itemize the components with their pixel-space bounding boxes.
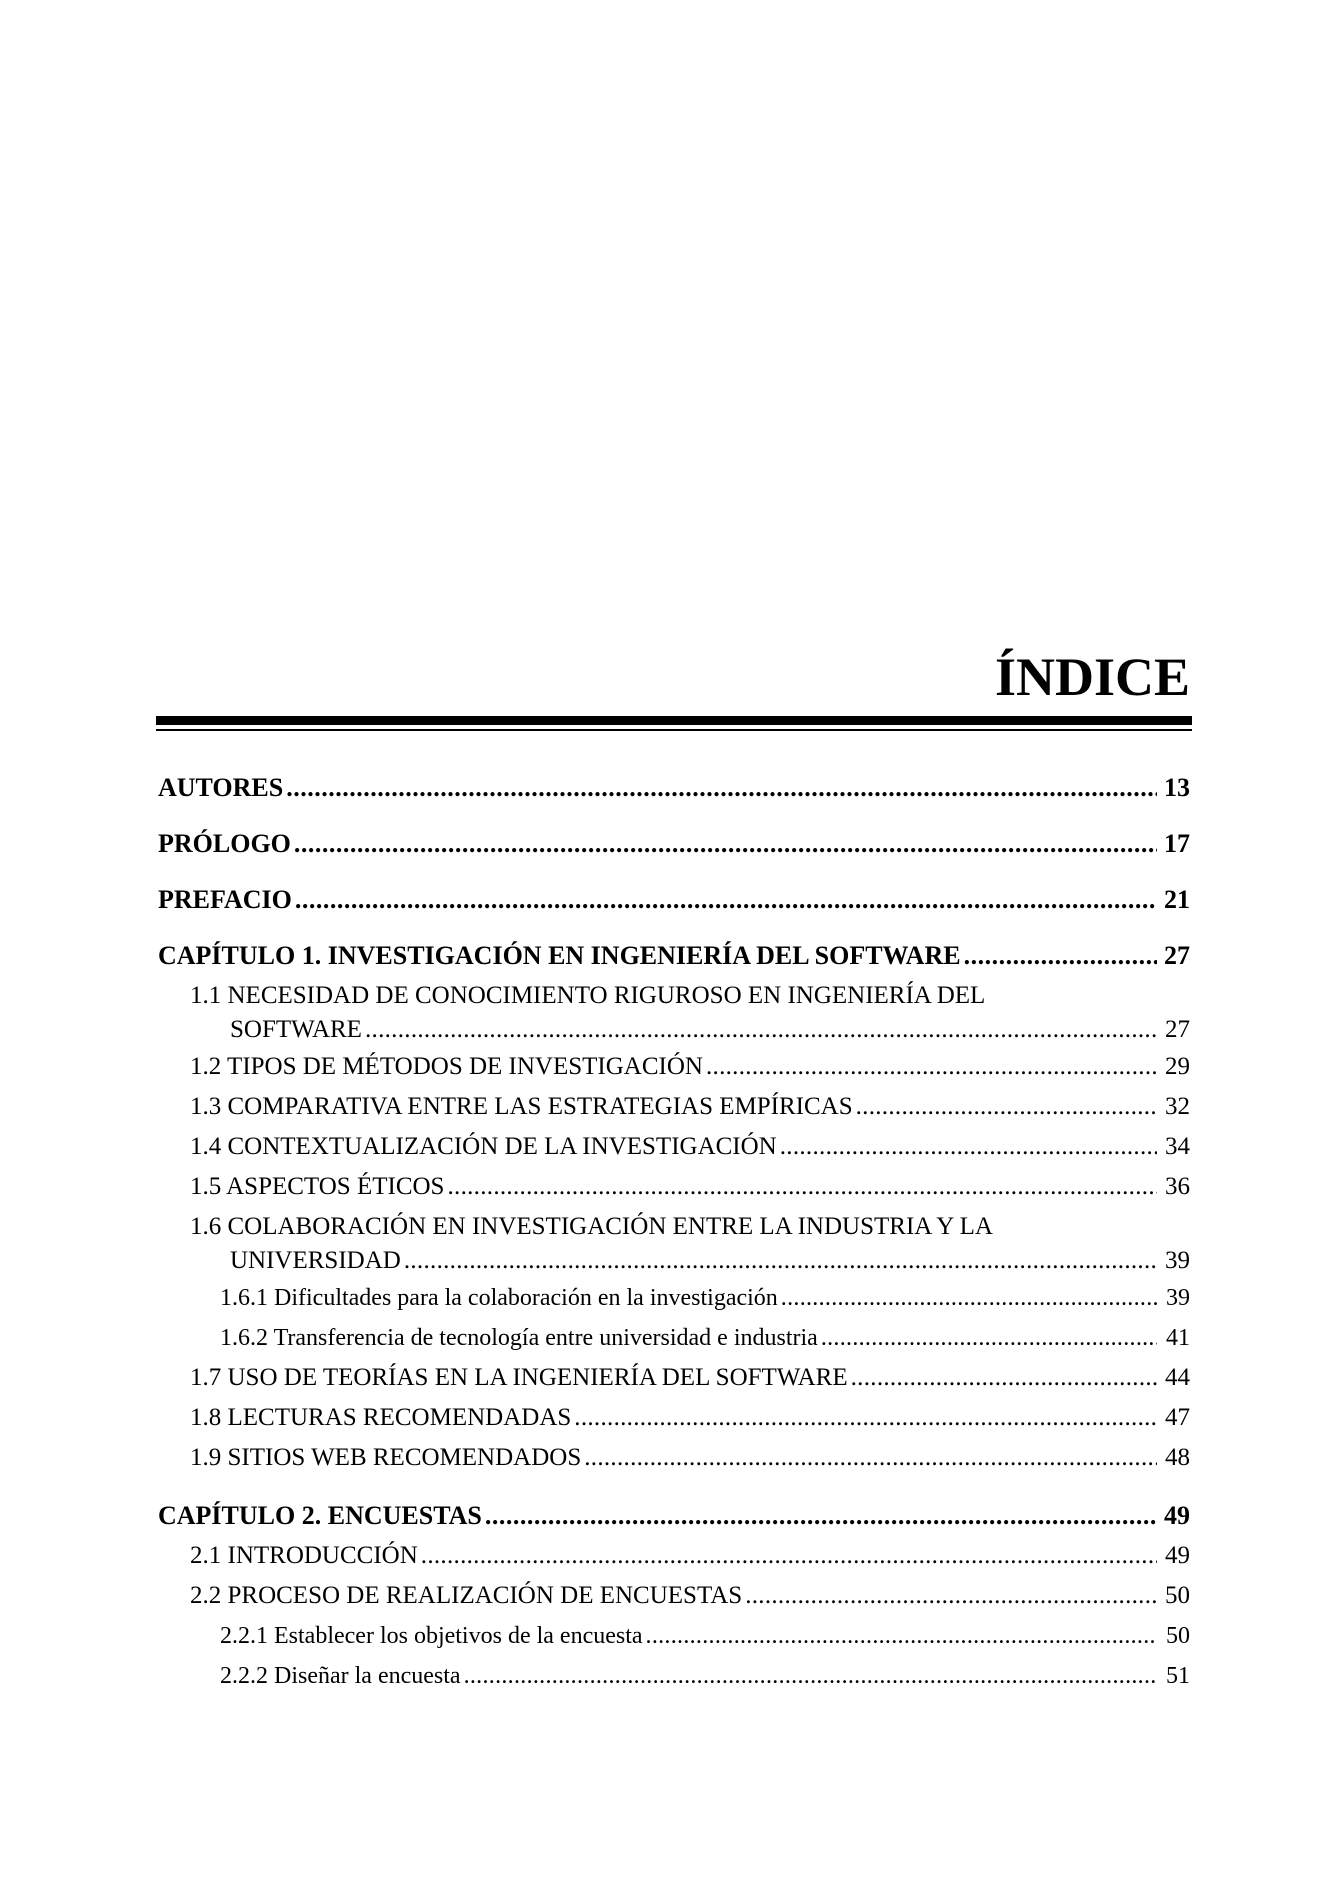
toc-entry-title: 1.4 CONTEXTUALIZACIÓN DE LA INVESTIGACIÓN [190,1133,777,1160]
toc-entry-title: AUTORES [158,773,284,802]
toc-entry-2-1[interactable] [158,1536,1190,1576]
toc-entry-title: 1.8 LECTURAS RECOMENDADAS [190,1404,572,1431]
dot-leader [447,1167,1157,1207]
toc-entry-title: 2.2 PROCESO DE REALIZACIÓN DE ENCUESTAS [190,1582,743,1609]
toc-entry-page: 36 [1165,1173,1190,1200]
toc-entry-title: 1.7 USO DE TEORÍAS EN LA INGENIERÍA DEL SOFTWARE [190,1364,848,1391]
toc-entry-page: 27 [1164,941,1190,970]
toc-entry-1-8[interactable] [158,1398,1190,1438]
toc-entry-page: 49 [1165,1542,1190,1569]
dot-leader [780,1127,1157,1167]
toc-entry-title: CAPÍTULO 2. ENCUESTAS [158,1501,482,1530]
dot-leader [781,1278,1157,1318]
toc-entry-page: 47 [1165,1404,1190,1431]
dot-leader [706,1047,1157,1087]
toc-entry-1-7[interactable] [158,1358,1190,1398]
toc-entry-title: 1.9 SITIOS WEB RECOMENDADOS [190,1444,582,1471]
toc-entry-title-line2: SOFTWARE [230,1016,362,1043]
toc-entry-page: 49 [1164,1501,1190,1530]
dot-leader [574,1398,1157,1438]
toc-entry-page: 17 [1164,829,1190,858]
toc-entry-page: 32 [1165,1093,1190,1120]
toc-entry-title-line1: 1.6 COLABORACIÓN EN INVESTIGACIÓN ENTRE LA INDUSTRIA Y LA [190,1213,993,1240]
dot-leader [365,1013,1157,1047]
dot-leader [584,1438,1157,1478]
toc-entry-page: 39 [1165,1247,1190,1274]
dot-leader [294,824,1157,864]
toc-entry-capitulo-2[interactable] [158,1496,1190,1536]
toc-entry-1-6-2[interactable] [158,1318,1190,1358]
toc-entry-page: 50 [1165,1582,1190,1609]
toc-entry-title: PREFACIO [158,885,292,914]
toc-entry-2-2[interactable] [158,1576,1190,1616]
dot-leader [485,1496,1157,1536]
toc-entry-2-2-1[interactable] [158,1616,1190,1656]
toc-entry-title-line2: UNIVERSIDAD [230,1247,401,1274]
toc-entry-title: CAPÍTULO 1. INVESTIGACIÓN EN INGENIERÍA DEL SOFTWARE [158,941,961,970]
toc-entry-capitulo-1[interactable] [158,936,1190,976]
dot-leader [856,1087,1157,1127]
dot-leader [286,768,1157,808]
toc-entry-title: PRÓLOGO [158,829,291,858]
toc-entry-1-9[interactable] [158,1438,1190,1478]
toc-entry-page: 48 [1165,1444,1190,1471]
toc-entry-line2 [158,1013,1190,1047]
toc-entry-2-2-2[interactable] [158,1656,1190,1696]
toc-entry-page: 27 [1165,1016,1190,1043]
toc-entry-page: 13 [1164,773,1190,802]
dot-leader [295,880,1157,920]
toc-entry-1-5[interactable] [158,1167,1190,1207]
toc-entry-title: 2.2.1 Establecer los objetivos de la encuesta [220,1623,643,1649]
toc-entry-title: 1.3 COMPARATIVA ENTRE LAS ESTRATEGIAS EMPÍRICAS [190,1093,853,1120]
dot-leader [404,1244,1157,1278]
toc-entry-1-6[interactable] [158,1210,1190,1278]
dot-leader [821,1318,1157,1358]
toc-entry-line2 [158,1244,1190,1278]
toc-entry-autores[interactable] [158,768,1190,808]
page-title: ÍNDICE [994,647,1190,707]
toc-entry-title: 1.6.2 Transferencia de tecnología entre universidad e industria [220,1325,818,1351]
dot-leader [745,1576,1157,1616]
table-of-contents [158,768,1190,1696]
dot-leader [851,1358,1157,1398]
dot-leader [964,936,1157,976]
toc-entry-title: 1.2 TIPOS DE MÉTODOS DE INVESTIGACIÓN [190,1053,703,1080]
toc-entry-title: 1.5 ASPECTOS ÉTICOS [190,1173,445,1200]
toc-entry-1-1[interactable] [158,979,1190,1047]
toc-entry-page: 41 [1166,1325,1190,1351]
dot-leader [464,1656,1157,1696]
toc-entry-prefacio[interactable] [158,880,1190,920]
toc-entry-1-2[interactable] [158,1047,1190,1087]
toc-entry-title-line1: 1.1 NECESIDAD DE CONOCIMIENTO RIGUROSO EN INGENIERÍA DEL [190,982,986,1009]
toc-entry-page: 51 [1166,1663,1190,1689]
toc-entry-page: 29 [1165,1053,1190,1080]
dot-leader [646,1616,1157,1656]
toc-entry-title: 2.2.2 Diseñar la encuesta [220,1663,461,1689]
toc-entry-page: 34 [1165,1133,1190,1160]
toc-entry-1-4[interactable] [158,1127,1190,1167]
toc-entry-page: 50 [1166,1623,1190,1649]
toc-entry-page: 21 [1164,885,1190,914]
toc-entry-title: 2.1 INTRODUCCIÓN [190,1542,418,1569]
title-rule-thin [156,729,1192,731]
toc-entry-page: 44 [1165,1364,1190,1391]
toc-entry-prologo[interactable] [158,824,1190,864]
toc-entry-title: 1.6.1 Dificultades para la colaboración en la investigación [220,1285,778,1311]
toc-entry-1-3[interactable] [158,1087,1190,1127]
dot-leader [421,1536,1157,1576]
toc-entry-1-6-1[interactable] [158,1278,1190,1318]
toc-entry-page: 39 [1166,1285,1190,1311]
title-rule-thick [156,716,1192,725]
